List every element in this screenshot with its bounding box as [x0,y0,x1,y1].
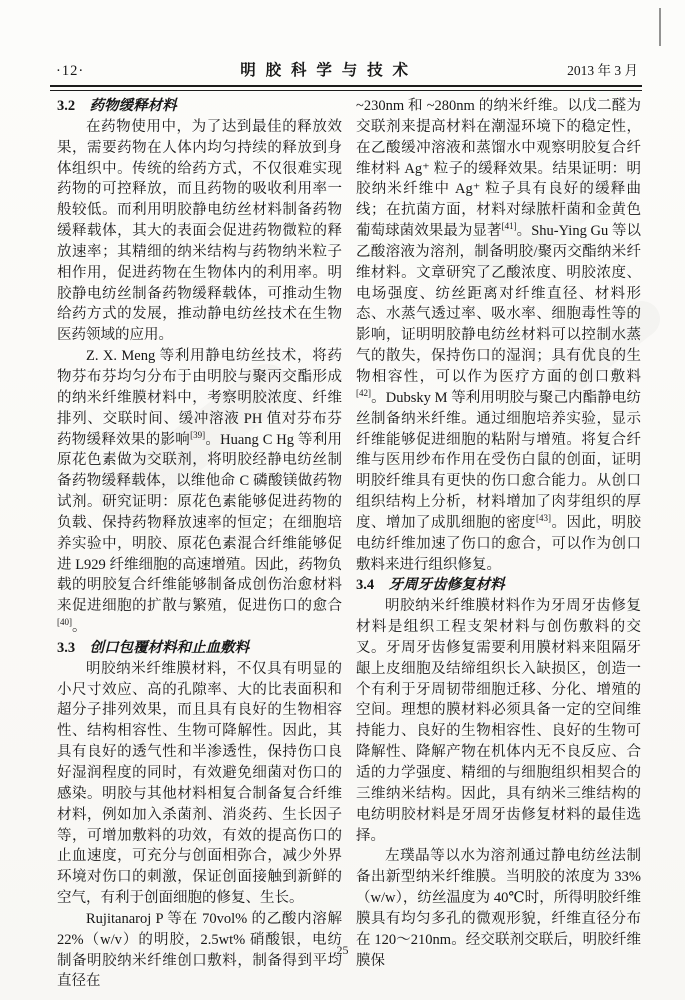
paragraph: 左璞晶等以水为溶剂通过静电纺丝法制备出新型纳米纤维膜。当明胶的浓度为 33%（w/w），纺丝温度为 40℃时，所得明胶纤维膜具有均匀多孔的微观形貌，纤维直径分布在 120～210nm。经交联剂交联后，明胶纤维膜保 [356,848,641,969]
page-footer [0,943,685,958]
page-number-marker: ·12· [56,63,85,79]
section-heading [57,96,342,117]
page-header [56,58,638,80]
reference-marker: [39] [190,429,206,440]
section-heading [356,575,641,596]
paragraph: 明胶纳米纤维膜材料作为牙周牙齿修复材料是组织工程支架材料与创伤敷料的交叉。牙周牙齿修复需要利用膜材料来阻隔牙龈上皮细胞及结缔组织长入缺损区，创造一个有利于牙周韧带细胞迁移、分化、增殖的空间。理想的膜材料必须具备一定的空间维持能力、良好的生物相容性、良好的生物可降解性、降解产物在机体内无不良反应、合适的力学强度、精细的与细胞组织相契合的三维纳米结构。因此，具有纳米三维结构的电纺明胶材料是牙周牙齿修复材料的最佳选择。 [356,598,641,844]
left-column [57,96,342,992]
section-title: 创口包覆材料和止血敷料 [89,639,250,656]
reference-marker: [40] [57,617,72,628]
paragraph: ~230nm 和 ~280nm 的纳米纤维。以戊二醛为交联剂来提高材料在潮湿环境下的稳定性，在乙酸缓冲溶液和蒸馏水中观察明胶复合纤维材料 Ag⁺ 粒子的缓释效果。结果证明：明胶纳米纤维中 Ag⁺ 粒子具有良好的缓释曲线；在抗菌方面，材料对绿脓杆菌和金黄色葡萄球菌效果最为显著[41]。Shu-Ying Gu 等以乙酸溶液为溶剂，制备明胶/聚丙交酯纳米纤维材料。文章研究了乙酸浓度、明胶浓度、电场强度、纺丝距离对纤维直径、材料形态、水蒸气透过率、吸水率、细胞毒性等的影响，证明明胶静电纺丝材料可以控制水蒸气的散失，保持伤口的湿润；具有优良的生物相容性，可以作为医疗方面的创口敷料[42]。Dubsky M 等利用明胶与聚己内酯静电纺丝制备纳米纤维。通过细胞培养实验，显示纤维能够促进细胞的粘附与增殖。将复合纤维与医用纱布作用在受伤白鼠的创面，证明明胶纤维具有更快的伤口愈合能力。从创口组织结构上分析，材料增加了肉芽组织的厚度、增加了成肌细胞的密度[43]。因此，明胶电纺纤维加速了伤口的愈合，可以作为创口敷料来进行组织修复。 [356,98,641,573]
section-number: 3.3 [57,639,76,656]
paragraph: 明胶纳米纤维膜材料，不仅具有明显的小尺寸效应、高的孔隙率、大的比表面积和超分子排列效果，而且具有良好的生物相容性、结构相容性、生物可降解性。因此，其具有良好的透气性和半渗透性，保持伤口良好湿润程度的同时，有效避免细菌对伤口的感染。明胶与其他材料相复合制备复合纤维材料，例如加入杀菌剂、消炎药、生长因子等，可增加敷料的功效，有效的提高伤口的止血速度，可充分与创面相弥合，减少外界环境对伤口的刺激，保证创面接触到新鲜的空气，有利于创面细胞的修复、生长。 [57,660,342,907]
reference-marker: [43] [536,513,551,524]
header-double-rule [50,85,642,91]
scan-artifact [659,8,661,46]
section-title: 药物缓释材料 [89,98,177,114]
paragraph: Rujitanaroj P 等在 70vol% 的乙酸内溶解 22%（w/v）的明胶，2.5wt% 硝酸银，电纺制备明胶纳米纤维创口敷料，制备得到平均直径在 [57,910,342,990]
issue-date: 2013 年 3 月 [567,63,638,78]
section-title: 牙周牙齿修复材料 [388,577,505,594]
section-number: 3.4 [356,577,375,594]
body-text [57,96,641,992]
paragraph: Z. X. Meng 等利用静电纺丝技术，将药物芬布芬均匀分布于由明胶与聚丙交酯形成的纳米纤维膜材料中，考察明胶浓度、纤维排列、交联时间、缓冲溶液 PH 值对芬布芬药物缓释效果的影响[39]。Huang C Hg 等利用原花色素做为交联剂，将明胶经静电纺丝制备药物缓释载体，以维他命 C 磷酸镁做药物试剂。研究证明：原花色素能够促进药物的负载、保持药物释放速率的恒定；在细胞培养实验中，明胶、原花色素混合纤维能够促进 L929 纤维细胞的高速增殖。因此，药物负载的明胶复合纤维能够制备成创伤治愈材料来促进细胞的扩散与繁殖，促进伤口的愈合[40]。 [57,348,342,636]
section-heading [57,638,342,659]
right-column [356,96,641,992]
section-number: 3.2 [57,98,76,114]
reference-marker: [42] [356,387,371,398]
journal-title: 明 胶 科 学 与 技 术 [240,62,412,79]
footer-page-number: 25 [336,943,349,957]
reference-marker: [41] [501,221,517,232]
paragraph: 在药物使用中，为了达到最佳的释放效果，需要药物在人体内均匀持续的释放到身体组织中。传统的给药方式，不仅很难实现药物的可控释放，而且药物的吸收利用率一般较低。而利用明胶静电纺丝材料制备药物缓释载体，其大的表面会促进药物微粒的释放速率；其精细的纳米结构与药物纳米粒子相作用，促进药物在生物体内的利用率。明胶静电纺丝制备药物缓释载体，可推动生物给药方式的发展，推动静电纺丝技术在生物医药领域的应用。 [57,118,342,344]
